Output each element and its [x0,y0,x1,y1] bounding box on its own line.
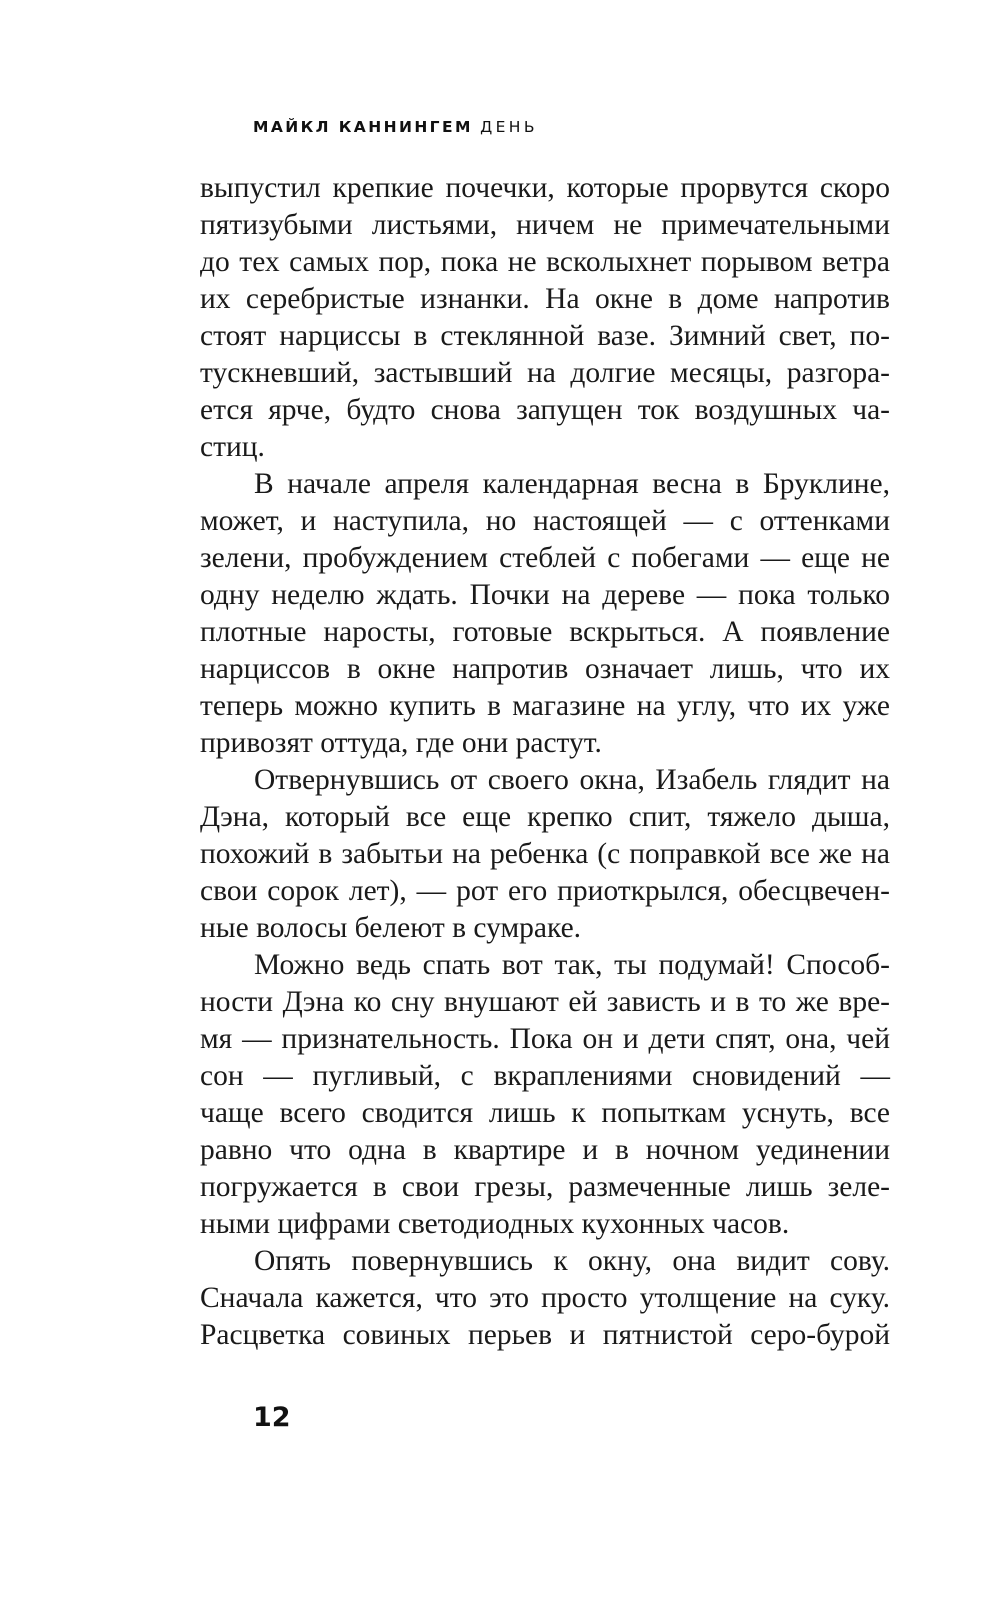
body-text [200,170,890,1354]
text-line: зелени, пробуждением стеблей с побегами — еще не [200,542,890,574]
running-head-author: МАЙКЛ КАННИНГЕМ [253,118,473,136]
text-line: стиц. [200,431,265,463]
text-line: стоят нарциссы в стеклянной вазе. Зимний свет, по- [200,320,890,352]
text-line: ные волосы белеют в сумраке. [200,912,582,944]
text-line: ности Дэна ко сну внушают ей зависть и в то же вре- [200,986,890,1018]
text-line: В начале апреля календарная весна в Бруклине, [254,468,890,500]
text-line: Сначала кажется, что это просто утолщение на суку. [200,1282,890,1314]
text-line: сон — пугливый, с вкраплениями сновидений — [200,1060,890,1092]
text-line: пятизубыми листьями, ничем не примечательными [200,209,890,241]
text-line: выпустил крепкие почечки, которые прорвутся скоро [200,172,890,204]
page-number: 12 [253,1402,291,1433]
running-head-title: ДЕНЬ [480,118,538,136]
text-line: до тех самых пор, пока не всколыхнет порывом ветра [200,246,890,278]
text-line: теперь можно купить в магазине на углу, что их уже [200,690,890,722]
text-line: может, и наступила, но настоящей — с оттенками [200,505,890,537]
text-line: ными цифрами светодиодных кухонных часов. [200,1208,790,1240]
text-line: погружается в свои грезы, размеченные лишь зеле- [200,1171,890,1203]
text-line: Дэна, который все еще крепко спит, тяжело дыша, [200,801,890,833]
text-line: тускневший, застывший на долгие месяцы, разгора- [200,357,890,389]
text-line: Можно ведь спать вот так, ты подумай! Способ- [254,949,890,981]
text-line: привозят оттуда, где они растут. [200,727,602,759]
text-line: чаще всего сводится лишь к попыткам уснуть, все [200,1097,890,1129]
text-line: ется ярче, будто снова запущен ток воздушных ча- [200,394,890,426]
text-line: равно что одна в квартире и в ночном уединении [200,1134,890,1166]
text-line: похожий в забытьи на ребенка (с поправкой все же на [200,838,890,870]
text-line: Отвернувшись от своего окна, Изабель глядит на [254,764,890,796]
text-line: нарциссов в окне напротив означает лишь, что их [200,653,890,685]
text-line: Расцветка совиных перьев и пятнистой серо-бурой [200,1319,890,1351]
text-line: мя — признательность. Пока он и дети спят, она, чей [200,1023,890,1055]
text-line: одну неделю ждать. Почки на дереве — пока только [200,579,890,611]
running-head [253,118,538,136]
text-line: плотные наросты, готовые вскрыться. А появление [200,616,890,648]
text-line: их серебристые изнанки. На окне в доме напротив [200,283,890,315]
text-line: Опять повернувшись к окну, она видит сову. [254,1245,890,1277]
text-line: свои сорок лет), — рот его приоткрылся, обесцвечен- [200,875,890,907]
